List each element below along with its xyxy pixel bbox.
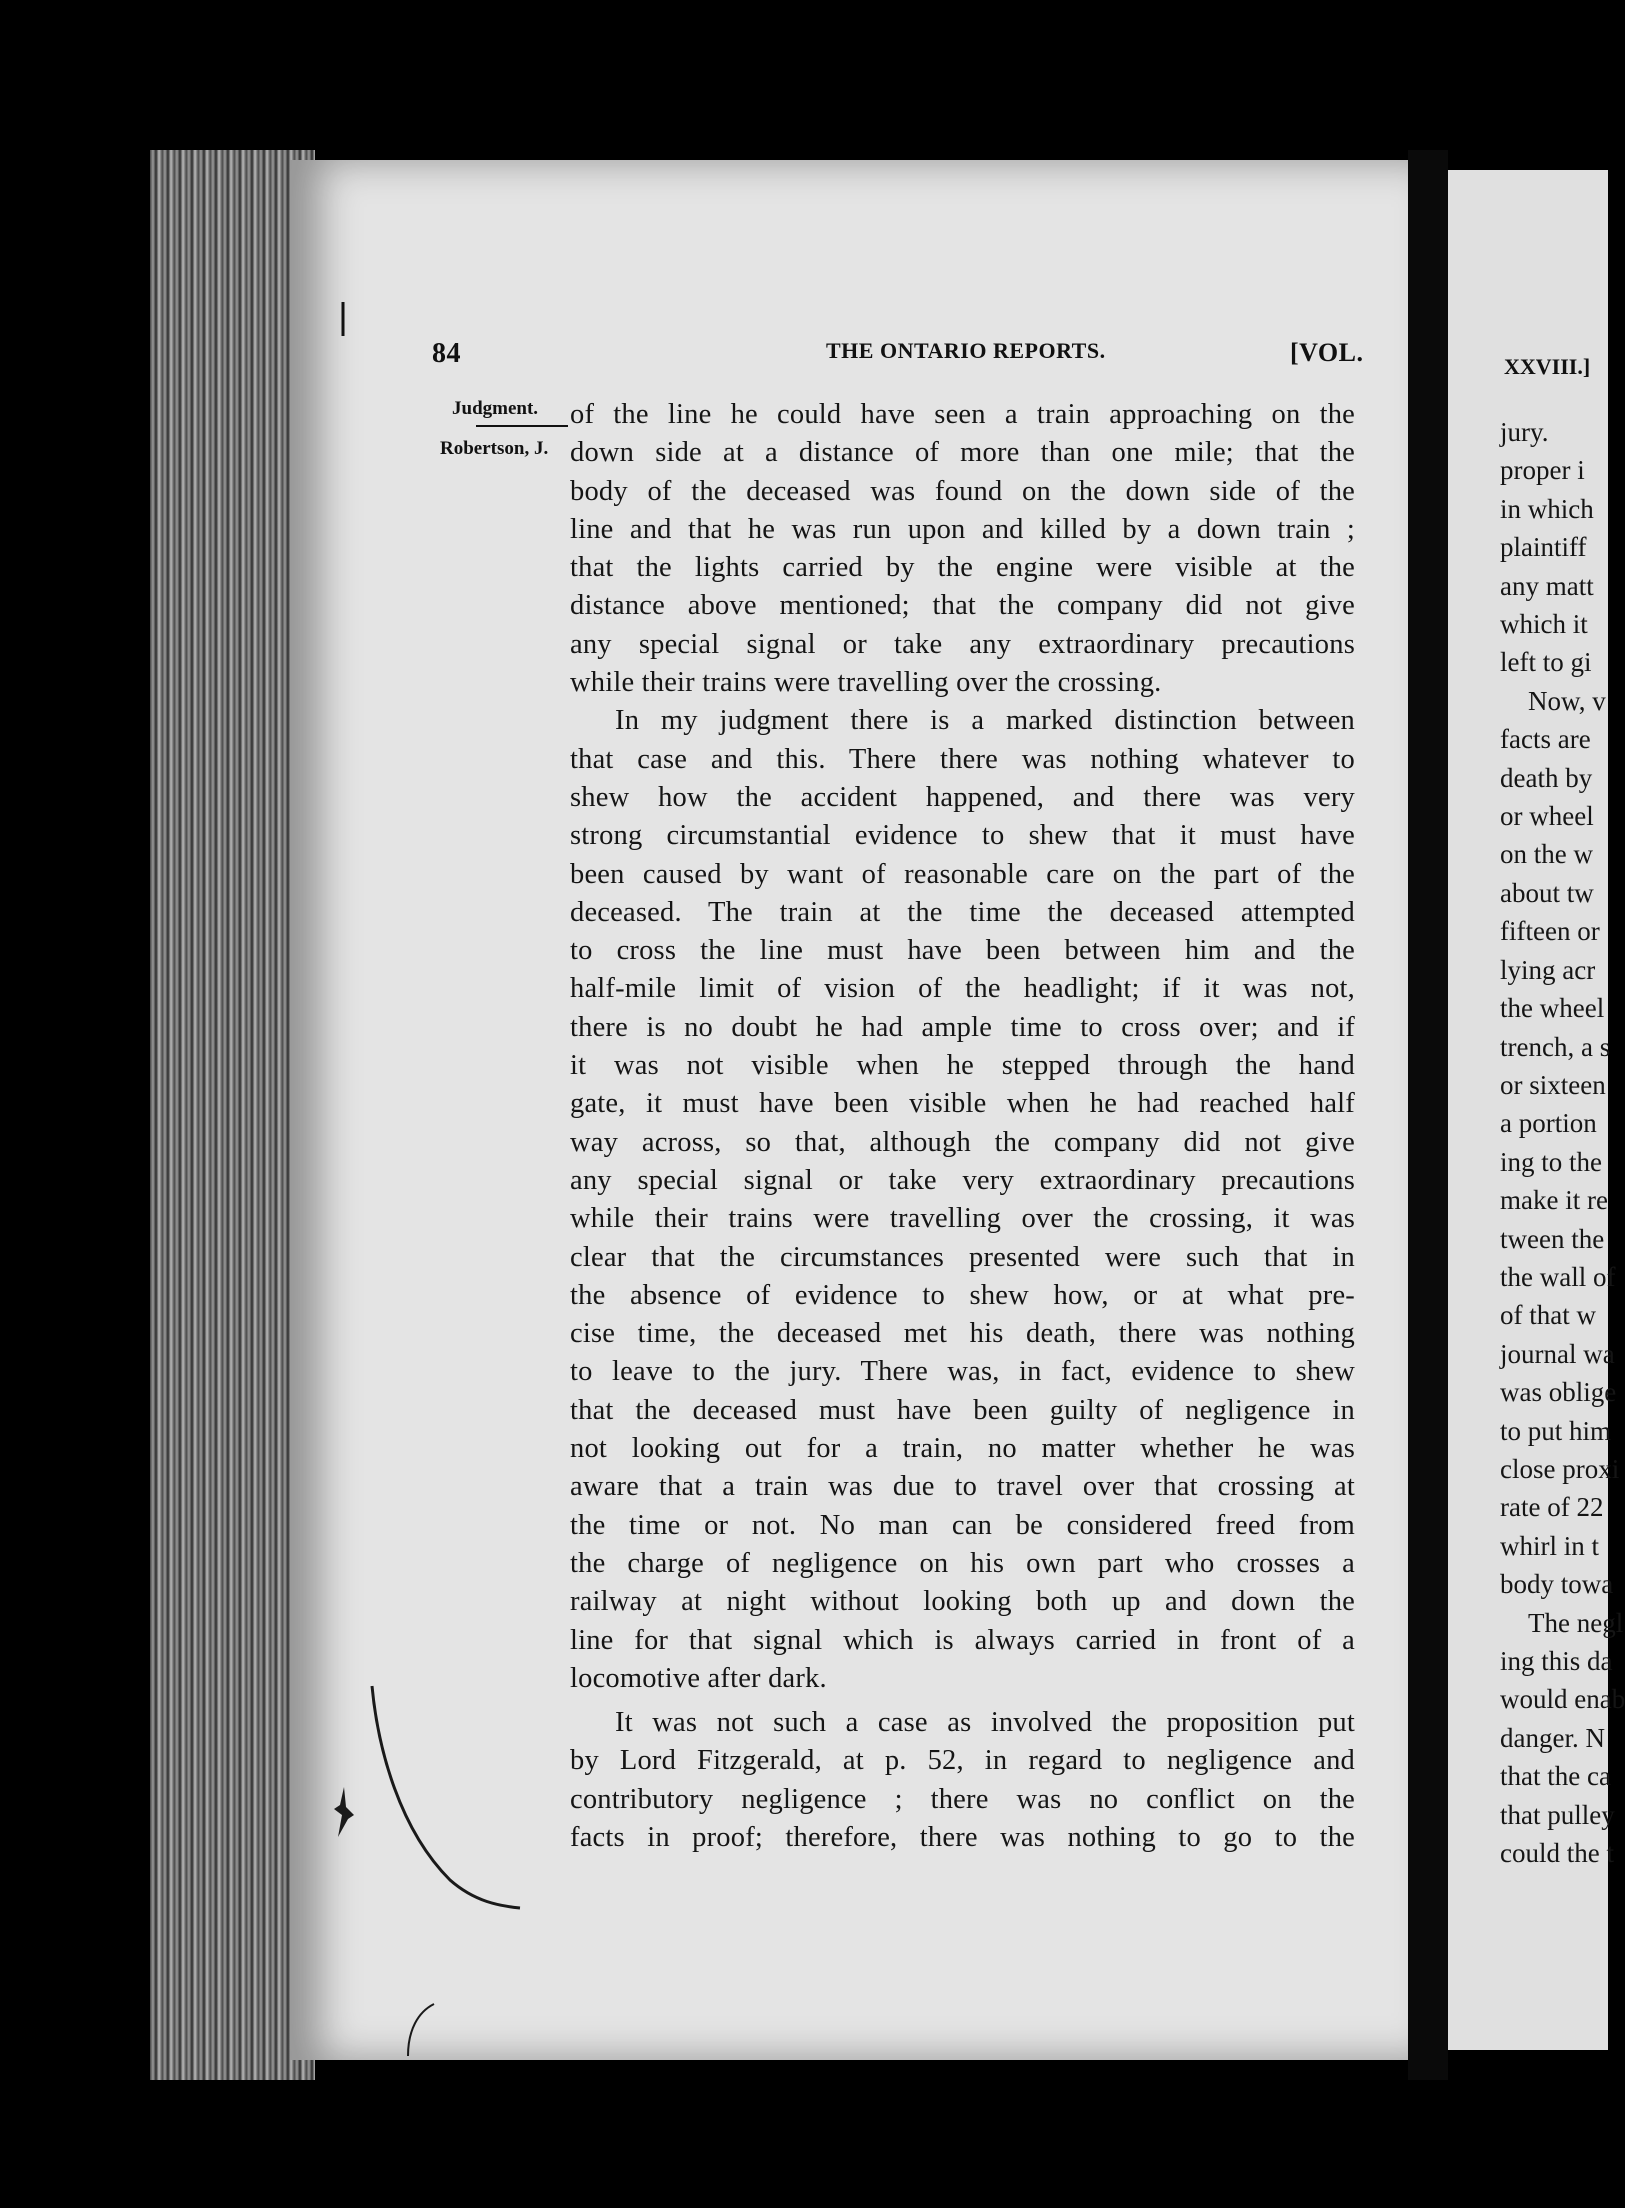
text-line: that the lights carried by the engine were visible at the <box>570 552 1355 584</box>
right-page-line: could the t <box>1500 1838 1614 1869</box>
text-line: while their trains were travelling over the crossing. <box>570 667 1162 699</box>
text-line: any special signal or take very extraordinary precautions <box>570 1164 1355 1196</box>
right-page-line: would enab <box>1500 1684 1625 1715</box>
right-page-line: that pulley <box>1500 1799 1615 1830</box>
right-page-line: proper i <box>1500 455 1585 486</box>
running-title: THE ONTARIO REPORTS. <box>826 338 1106 363</box>
right-page-line: close proxi <box>1500 1453 1620 1484</box>
text-line: that case and this. There there was nothing whatever to <box>570 743 1355 775</box>
text-line: In my judgment there is a marked distinction between <box>615 705 1355 737</box>
right-page-line: any matt <box>1500 570 1594 601</box>
text-line: shew how the accident happened, and there was very <box>570 781 1355 813</box>
right-page-line: or sixteen <box>1500 1069 1606 1100</box>
right-page-line: rate of 22 <box>1500 1492 1604 1523</box>
right-page-line: that the ca <box>1500 1761 1611 1792</box>
right-page-line: Now, v <box>1528 685 1606 716</box>
right-page-line: which it <box>1500 609 1588 640</box>
text-line: to leave to the jury. There was, in fact, evidence to shew <box>570 1356 1355 1388</box>
text-line: cise time, the deceased met his death, there was nothing <box>570 1318 1355 1350</box>
right-page <box>1448 170 1625 2050</box>
text-line: gate, it must have been visible when he had reached half <box>570 1088 1355 1120</box>
right-page-line: danger. N <box>1500 1722 1605 1753</box>
text-line: any special signal or take any extraordinary precautions <box>570 628 1355 660</box>
right-page-line: plaintiff <box>1500 532 1587 563</box>
right-page-line: about tw <box>1500 877 1594 908</box>
page-number: 84 <box>432 338 461 369</box>
right-page-line: to put him <box>1500 1415 1612 1446</box>
right-page-line: tween the <box>1500 1223 1605 1254</box>
book-gutter <box>1408 150 1448 2080</box>
text-line: the absence of evidence to shew how, or at what pre- <box>570 1279 1355 1311</box>
right-page-line: death by <box>1500 762 1593 793</box>
text-line: strong circumstantial evidence to shew that it must have <box>570 820 1355 852</box>
text-line: it was not visible when he stepped through the hand <box>570 1050 1355 1082</box>
right-page-line: was oblige <box>1500 1377 1617 1408</box>
right-page-line: fifteen or <box>1500 916 1600 947</box>
right-page-line: body towa <box>1500 1569 1614 1600</box>
right-page-line: trench, a s <box>1500 1031 1611 1062</box>
text-line: deceased. The train at the time the deceased attempted <box>570 896 1355 928</box>
right-page-line: whirl in t <box>1500 1530 1599 1561</box>
right-page-line: the wheel <box>1500 993 1605 1024</box>
text-line: the time or not. No man can be considered freed from <box>570 1509 1355 1541</box>
text-line: by Lord Fitzgerald, at p. 52, in regard to negligence and <box>570 1745 1355 1777</box>
right-page-line: ing to the <box>1500 1146 1602 1177</box>
text-line: half-mile limit of vision of the headlight; if it was not, <box>570 973 1355 1005</box>
sidenote-rule <box>476 425 568 427</box>
body-text <box>570 396 1355 1857</box>
right-page-line: a portion <box>1500 1108 1597 1139</box>
right-page-line: The negl <box>1528 1607 1624 1638</box>
text-line: been caused by want of reasonable care on the part of the <box>570 858 1355 890</box>
text-line: railway at night without looking both up and down the <box>570 1586 1355 1618</box>
right-page-line: lying acr <box>1500 954 1596 985</box>
right-page-line: in which <box>1500 493 1594 524</box>
right-page-line: left to gi <box>1500 647 1592 678</box>
text-line: contributory negligence ; there was no conflict on the <box>570 1783 1355 1815</box>
text-line: facts in proof; therefore, there was nothing to go to the <box>570 1821 1355 1853</box>
text-line: to cross the line must have been between him and the <box>570 935 1355 967</box>
text-line: line and that he was run upon and killed by a down train ; <box>570 513 1355 545</box>
right-page-line: or wheel <box>1500 801 1594 832</box>
right-page-line: jury. <box>1500 417 1549 447</box>
text-line: there is no doubt he had ample time to cross over; and if <box>570 1011 1355 1043</box>
text-line: down side at a distance of more than one mile; that the <box>570 437 1355 469</box>
text-line: locomotive after dark. <box>570 1662 827 1694</box>
right-page-line: journal wa <box>1500 1338 1615 1369</box>
sidenote-judgment: Judgment. <box>452 398 539 419</box>
text-line: while their trains were travelling over the crossing, it was <box>570 1203 1355 1235</box>
text-line: the charge of negligence on his own part who crosses a <box>570 1547 1355 1579</box>
text-line: distance above mentioned; that the company did not give <box>570 590 1355 622</box>
text-line: way across, so that, although the company did not give <box>570 1126 1355 1158</box>
right-page-line: the wall of <box>1500 1261 1616 1292</box>
volume-label: [VOL. <box>1290 338 1364 367</box>
text-line: It was not such a case as involved the proposition put <box>615 1707 1355 1739</box>
right-page-line: facts are <box>1500 724 1591 755</box>
right-page-line: on the w <box>1500 839 1593 870</box>
text-line: line for that signal which is always carried in front of a <box>570 1624 1355 1656</box>
text-line: of the line he could have seen a train approaching on the <box>570 399 1355 430</box>
text-line: not looking out for a train, no matter whether he was <box>570 1433 1355 1465</box>
text-line: body of the deceased was found on the down side of the <box>570 475 1355 507</box>
sidenote-judge: Robertson, J. <box>440 438 549 459</box>
right-page-header: XXVIII.] <box>1504 354 1591 379</box>
right-page-line: of that w <box>1500 1300 1596 1331</box>
text-line: clear that the circumstances presented were such that in <box>570 1241 1355 1273</box>
right-page-line: make it re <box>1500 1185 1608 1216</box>
right-page-text <box>1500 413 1625 1872</box>
text-line: aware that a train was due to travel over that crossing at <box>570 1471 1355 1503</box>
right-page-line: ing this da <box>1500 1646 1613 1676</box>
text-line: that the deceased must have been guilty of negligence in <box>570 1394 1355 1426</box>
